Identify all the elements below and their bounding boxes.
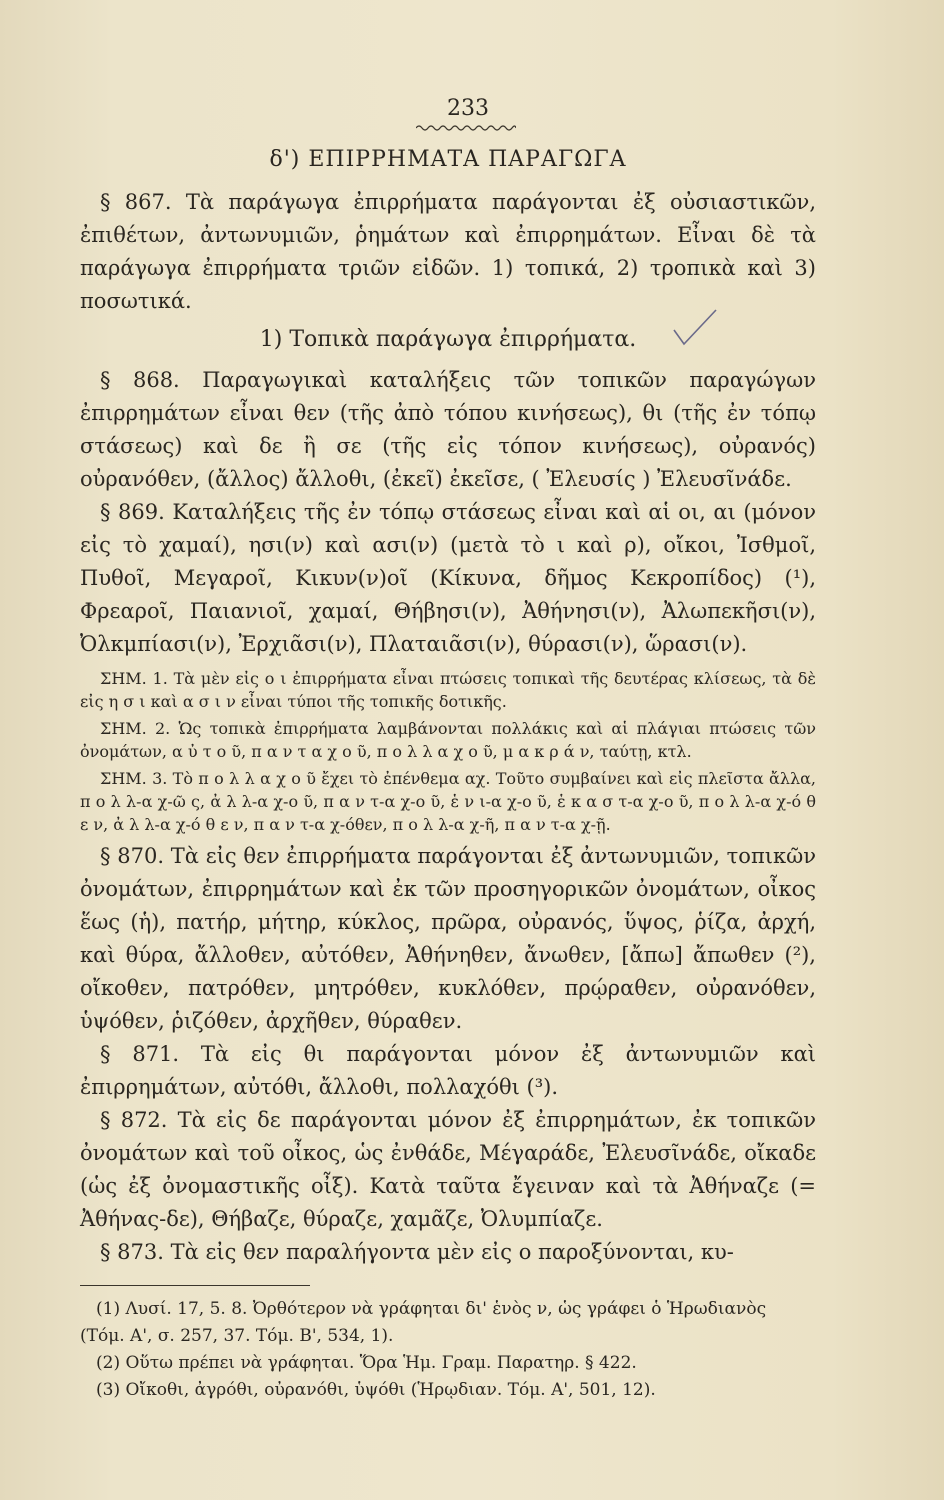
paragraph-872: § 872. Τὰ εἰς δε παράγονται μόνον ἐξ ἐπιρρημάτων, ἐκ τοπικῶν ὀνομάτων καὶ τοῦ οἶκος, ὡς ἐνθάδε, Μέγαράδε, Ἐλευσῖνάδε, οἴκαδε (ὡς ἐξ ὀνομαστικῆς οἶξ). Κατὰ ταῦτα ἔγειναν καὶ τὰ Ἀθήναζε (= Ἀθήνας-δε), Θήβαζε, θύραζε, χαμᾶζε, Ὀλυμπίαζε. <box>80 1108 816 1231</box>
check-mark-icon <box>672 308 718 348</box>
footnote-1: (1) Λυσί. 17, 5. 8. Ὀρθότερον νὰ γράφηται δι' ἑνὸς ν, ὡς γράφει ὁ Ἡρωδιανὸς (Τόμ. Α', σ. 257, 37. Τόμ. Β', 534, 1). <box>80 1299 767 1346</box>
page-content <box>80 96 816 1404</box>
footnote-3: (3) Οἴκοθι, ἀγρόθι, οὐρανόθι, ὑψόθι (Ἡρῳδιαν. Τόμ. Α', 501, 12). <box>96 1380 656 1400</box>
subheading-text: 1) Τοπικὰ παράγωγα ἐπιρρήματα. <box>259 327 637 352</box>
paragraph-867: § 867. Τὰ παράγωγα ἐπιρρήματα παράγονται ἐξ οὐσιαστικῶν, ἐπιθέτων, ἀντωνυμιῶν, ῥημάτων καὶ ἐπιρρημάτων. Εἶναι δὲ τὰ παράγωγα ἐπιρρήματα τριῶν εἰδῶν. 1) τοπικά, 2) τροπικὰ καὶ 3) ποσωτικά. <box>80 190 816 313</box>
paragraph-873: § 873. Τὰ εἰς θεν παραλήγοντα μὲν εἰς ο παροξύνονται, κυ- <box>100 1240 734 1264</box>
paragraph-869: § 869. Καταλήξεις τῆς ἐν τόπῳ στάσεως εἶναι καὶ αἱ οι, αι (μόνον εἰς τὸ χαμαί), ησι(ν) καὶ ασι(ν) (μετὰ τὸ ι καὶ ρ), οἴκοι, Ἰσθμοῖ, Πυθοῖ, Μεγαροῖ, Κικυν(ν)οῖ (Κίκυνα, δῆμος Κεκροπίδος) (¹), Φρεαροῖ, Παιανιοῖ, χαμαί, Θήβησι(ν), Ἀθήνησι(ν), Ἀλωπεκῆσι(ν), Ὀλκμπίασι(ν), Ἐρχιᾶσι(ν), Πλαταιᾶσι(ν), θύρασι(ν), ὥρασι(ν). <box>80 500 816 656</box>
page-number: 233 <box>447 96 489 121</box>
footnote-2: (2) Οὕτω πρέπει νὰ γράφηται. Ὅρα Ἡμ. Γραμ. Παρατηρ. § 422. <box>96 1353 637 1373</box>
wavy-ornament-icon <box>416 124 516 132</box>
footnote-divider <box>80 1285 310 1286</box>
section-heading: δ') ΕΠΙΡΡΗΜΑΤΑ ΠΑΡΑΓΩΓΑ <box>269 147 627 172</box>
paragraph-868: § 868. Παραγωγικαὶ καταλήξεις τῶν τοπικῶν παραγώγων ἐπιρρημάτων εἶναι θεν (τῆς ἀπὸ τόπου κινήσεως), θι (τῆς ἐν τόπῳ στάσεως) καὶ δε ἢ σε (τῆς εἰς τόπον κινήσεως), οὐρανός) οὐρανόθεν, (ἄλλος) ἄλλοθι, (ἐκεῖ) ἐκεῖσε, ( Ἐλευσίς ) Ἐλευσῖνάδε. <box>80 368 816 491</box>
note-3: ΣΗΜ. 3. Τὸ π ο λ λ α χ ο ῦ ἔχει τὸ ἐπένθεμα αχ. Τοῦτο συμβαίνει καὶ εἰς πλεῖστα ἄλλα, π ο λ λ-α χ-ῶ ς, ἀ λ λ-α χ-ο ῦ, π α ν τ-α χ-ο ῦ, ἑ ν ι-α χ-ο ῦ, ἑ κ α σ τ-α χ-ο ῦ, π ο λ λ-α χ-ό θ ε ν, ἀ λ λ-α χ-ό θ ε ν, π α ν τ-α χ-όθεν, π ο λ λ-α χ-ῆ, π α ν τ-α χ-ῇ. <box>80 769 816 834</box>
paragraph-870: § 870. Τὰ εἰς θεν ἐπιρρήματα παράγονται ἐξ ἀντωνυμιῶν, τοπικῶν ὀνομάτων, ἐπιρρημάτων καὶ ἐκ τῶν προσηγορικῶν ὀνομάτων, οἶκος ἕως (ἡ), πατήρ, μήτηρ, κύκλος, πρῶρα, οὐρανός, ὕψος, ῥίζα, ἀρχή, καὶ θύρα, ἄλλοθεν, αὐτόθεν, Ἀθήνηθεν, ἄνωθεν, [ἄπω] ἄπωθεν (²), οἴκοθεν, πατρόθεν, μητρόθεν, κυκλόθεν, πρῴραθεν, οὐρανόθεν, ὑψόθεν, ῥιζόθεν, ἀρχῆθεν, θύραθεν. <box>80 844 816 1033</box>
subheading <box>80 322 816 358</box>
note-2: ΣΗΜ. 2. Ὡς τοπικὰ ἐπιρρήματα λαμβάνονται πολλάκις καὶ αἱ πλάγιαι πτώσεις τῶν ὀνομάτων, α ὐ τ ο ῦ, π α ν τ α χ ο ῦ, π ο λ λ α χ ο ῦ, μ α κ ρ ά ν, ταύτῃ, κτλ. <box>80 719 816 761</box>
note-1: ΣΗΜ. 1. Τὰ μὲν εἰς ο ι ἐπιρρήματα εἶναι πτώσεις τοπικαὶ τῆς δευτέρας κλίσεως, τὰ δὲ εἰς η σ ι καὶ α σ ι ν εἶναι τύποι τῆς τοπικῆς δοτικῆς. <box>80 669 816 711</box>
paragraph-871: § 871. Τὰ εἰς θι παράγονται μόνον ἐξ ἀντωνυμιῶν καὶ ἐπιρρημάτων, αὐτόθι, ἄλλοθι, πολλαχόθι (³). <box>80 1042 816 1099</box>
